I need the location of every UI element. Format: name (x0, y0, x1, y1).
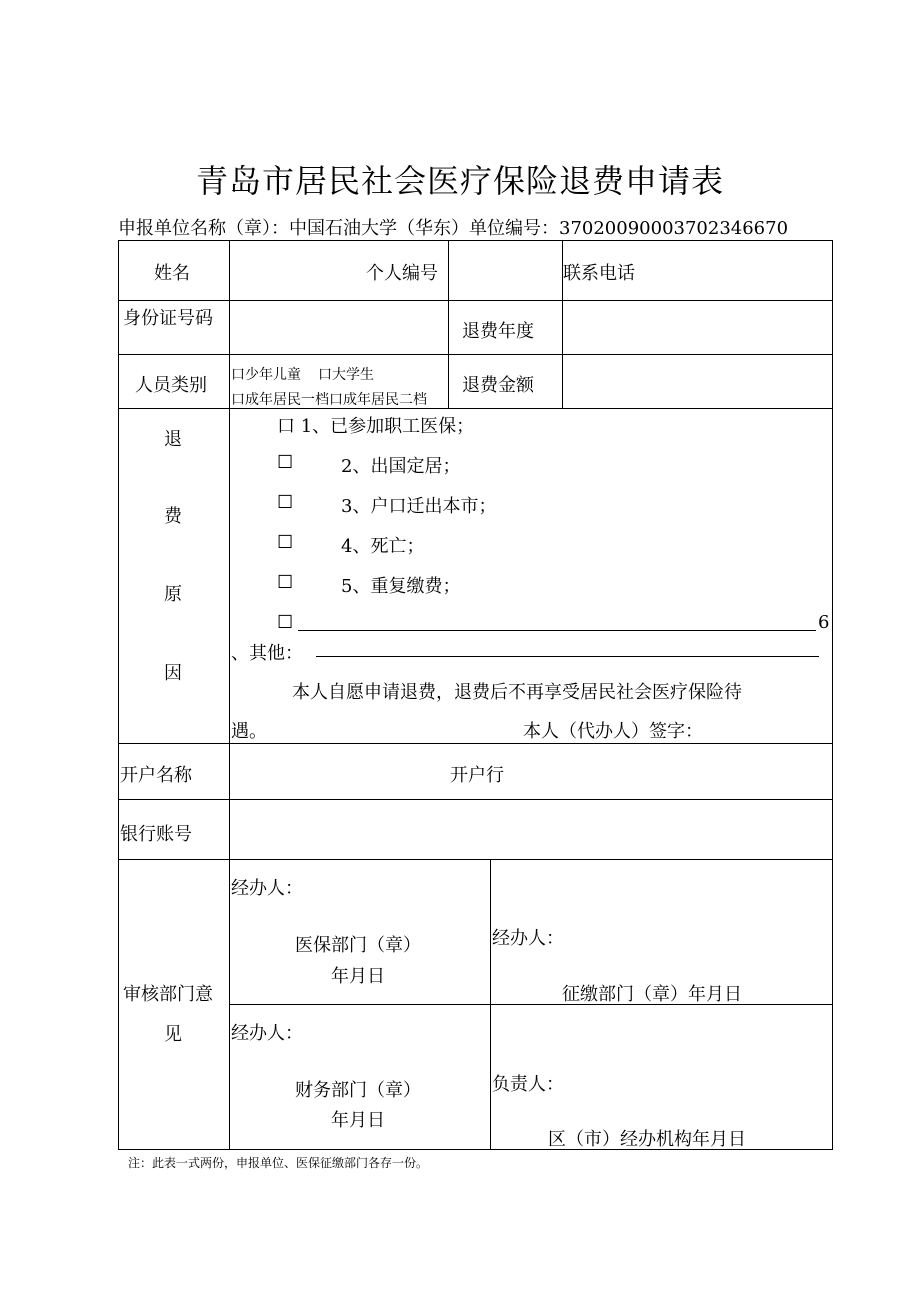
reason-char-3: 原 (164, 584, 182, 605)
bank-name-label: 开户行 (450, 765, 504, 786)
medical-date: 年月日 (331, 966, 385, 987)
reason-item-3: 3、户口迁出本市； (341, 496, 497, 517)
review-label-end: 见 (164, 1024, 182, 1045)
refund-amount-label: 退费金额 (462, 375, 534, 396)
checkbox-5[interactable]: ☐ (277, 572, 294, 593)
other-reason-line-1 (298, 630, 816, 631)
collect-dept-stamp: 征缴部门（章）年月日 (562, 984, 742, 1005)
medical-handler-label: 经办人： (231, 878, 303, 899)
unit-header: 申报单位名称（章）：中国石油大学（华东）单位编号：370200900037023466​70 (118, 218, 789, 239)
option-adult-tiers[interactable]: 口成年居民一档口成年居民二档 (231, 392, 427, 408)
review-label: 审核部门意 (123, 984, 213, 1005)
collect-handler-label: 经办人： (492, 928, 564, 949)
checkbox-6[interactable]: ☐ (277, 612, 294, 633)
refund-year-label: 退费年度 (462, 321, 534, 342)
checkbox-2[interactable]: ☐ (277, 452, 294, 473)
account-number-label: 银行账号 (120, 824, 192, 845)
category-label: 人员类别 (135, 375, 207, 396)
id-number-label: 身份证号码 (123, 308, 213, 329)
option-student[interactable]: 口大学生 (318, 367, 374, 383)
account-name-label: 开户名称 (120, 765, 192, 786)
finance-date: 年月日 (331, 1110, 385, 1131)
medical-dept-stamp: 医保部门（章） (295, 935, 421, 956)
reason-item-5: 5、重复缴费； (341, 576, 461, 597)
reason-item-2: 2、出国定居； (341, 456, 461, 477)
name-label: 姓名 (154, 263, 190, 284)
personal-id-label: 个人编号 (366, 263, 438, 284)
finance-dept-stamp: 财务部门（章） (295, 1080, 421, 1101)
statement-end: 遇。 (231, 721, 267, 742)
finance-handler-label: 经办人： (231, 1023, 303, 1044)
district-org-stamp: 区（市）经办机构年月日 (548, 1129, 746, 1150)
phone-label: 联系电话 (563, 263, 635, 284)
reason-char-2: 费 (164, 506, 182, 527)
reason-item-6-number: 6 (818, 612, 830, 633)
reason-char-4: 因 (164, 663, 182, 684)
reason-item-6-label: 、其他： (231, 643, 303, 664)
statement-text: 本人自愿申请退费，退费后不再享受居民社会医疗保险待 (292, 682, 742, 703)
reason-char-1: 退 (164, 429, 182, 450)
footnote: 注：此表一式两份，申报单位、医保征缴部门各存一份。 (128, 1156, 429, 1170)
signature-label: 本人（代办人）签字： (523, 721, 703, 742)
district-head-label: 负责人： (492, 1074, 564, 1095)
other-reason-line-2[interactable] (316, 656, 819, 657)
checkbox-4[interactable]: ☐ (277, 532, 294, 553)
option-child[interactable]: 口少年儿童 (231, 367, 301, 383)
reason-item-1[interactable]: 口 1、已参加职工医保； (277, 416, 475, 437)
reason-item-4: 4、死亡； (341, 536, 425, 557)
page-title: 青岛市居民社会医疗保险退费申请表 (195, 162, 724, 200)
checkbox-3[interactable]: ☐ (277, 492, 294, 513)
